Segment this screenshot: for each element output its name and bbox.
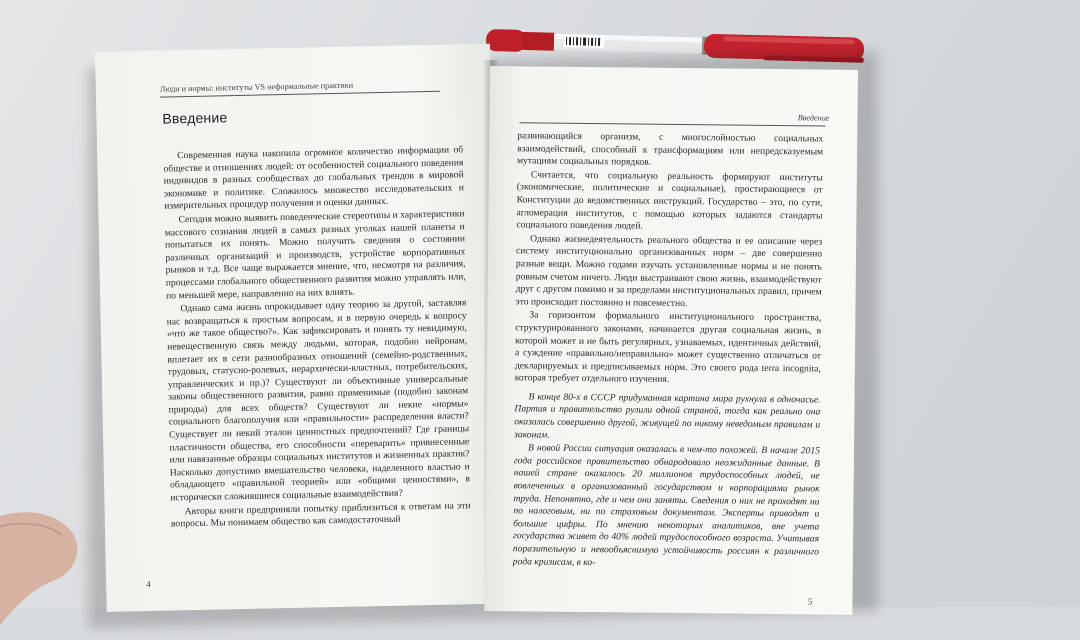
right-paragraph: развивающийся организм, с многослойностью социальных взаимодействий, способный к трансформациям или непредсказуемым мутациям социальных порядков. (516, 130, 824, 168)
left-page-number: 4 (146, 578, 151, 590)
right-paragraph: Однако жизнедеятельность реального общества и ее описание через систему институционально организованных норм – две совершенно разные вещи. Можно годами изучать установленные нормы и не понять ровным счетом ничего. Люди выстраивают свою жизнь, взаимодействуют друг с другом помимо и за пределами институциональных правил, причем это происходит постоянно и повсеместно. (515, 233, 823, 309)
right-italic-paragraph: В конце 80-х в СССР придуманная картина мира рухнула в одночасье. Партия и правительство рулили одной страной, тогда как реально она оказалась совершенно другой, живущей по никому неведомым правилам и законам. (514, 391, 821, 441)
right-paragraph: За горизонтом формального институционального пространства, структурированного законами, начинается другая социальная жизнь, в которой может и не быть регулярных, узнаваемых, идентичных действий, а суждение «правильно/неправильно» может существенно отличаться от декларируемых и предписываемых норм. Это своего рода terra incognita, которая требует отдельного изучения. (514, 309, 822, 386)
right-text-block (513, 130, 824, 571)
left-paragraph: Однако сама жизнь опрокидывает одну теорию за другой, заставляя нас возвращаться к простым вопросам, и в первую очередь к вопросу «что же такое общество?». Как зафиксировать и понять ту невидимую, невещественную связь между людьми, которая, подобно нейронам, вплетает их в сети разнообразных отношений (семейно-родственных, трудовых, статусно-ролевых, иерархически-властных, потребительских, управленческих и пр.)? Существуют ли объективные универсальные законы общественного развития, равно применимые (подобно законам природы) для всех обществ? Существуют ли некие «нормы» социального благополучия или «правильности» распределения власти? Существует ли некий эталон ценностных предпочтений? Где границы пластичности общества, его способности «переварить» привнесенные или навязанные образцы социальных институтов и жизненных практик? Насколько допустимо вмешательство человека, наделенного властью и обладающего «правильной теорией» или «общими ценностями», в исторически сложившиеся социальные взаимодействия? (166, 297, 471, 504)
chapter-title: Введение (162, 109, 228, 127)
left-paragraph: Авторы книги предприняли попытку приблизиться к ответам на эти вопросы. Мы понимаем общество как самодостаточный (170, 499, 471, 530)
barcode-icon (564, 36, 604, 48)
pen-end-cap (486, 29, 527, 52)
right-head-rule (519, 122, 825, 126)
left-paragraph: Современная наука накопила огромное количество информации об обществе и отношениях людей: от особенностей социального поведения индивидов в разных сообществах до глобальных трендов в мировой экономике и политике. Сложилось множество исследовательских и измерительных процедур получения и оценки данных. (163, 144, 465, 212)
right-italic-paragraph: В новой России ситуация оказалась в чем-то похожей. В начале 2015 года российское правительство обнародовало неожиданные данные. В нашей стране оказалось 20 миллионов трудоспособных людей, не вовлеченных в организованный государством и корпорациями рынок труда. Непонятно, где и чем они заняты. Сведения о них не проходят ни по налоговым, ни по страховым документам. Эксперты приводят и большие цифры. По мнению некоторых аналитиков, вне учета государства живет до 40% людей трудоспособного возраста. Учитывая поразительную и невообъяснимую устойчивость россиян к различного рода кризисам, в ко- (512, 442, 821, 568)
left-page (95, 44, 502, 612)
hand-thumb (0, 500, 120, 640)
left-running-head: Люди и нормы: институты VS неформальные практики (159, 80, 354, 94)
right-page-number: 5 (807, 596, 813, 607)
left-text-block (163, 144, 471, 531)
right-page (484, 66, 858, 615)
left-paragraph: Сегодня можно выявить поведенческие стереотипы и характеристики массового сознания людей в самых разных уголках нашей планеты и попытаться их понять. Можно получить сведения о состоянии различных организаций и производств, устройстве корпоративных рынков и т.д. Все чаще выражается мнение, что, несмотря на различия, процессами глобального общественного развития можно управлять или, по меньшей мере, направленно на них влиять. (164, 208, 466, 302)
right-paragraph: Считается, что социальную реальность формируют институты (экономические, политические и социальные), простирающиеся от Конституции до ведомственных инструкций. Государство – это, по сути, агломерация институтов, с помощью которых задаются стандарты социального поведения людей. (516, 169, 823, 232)
right-running-head: Введение (797, 113, 830, 123)
